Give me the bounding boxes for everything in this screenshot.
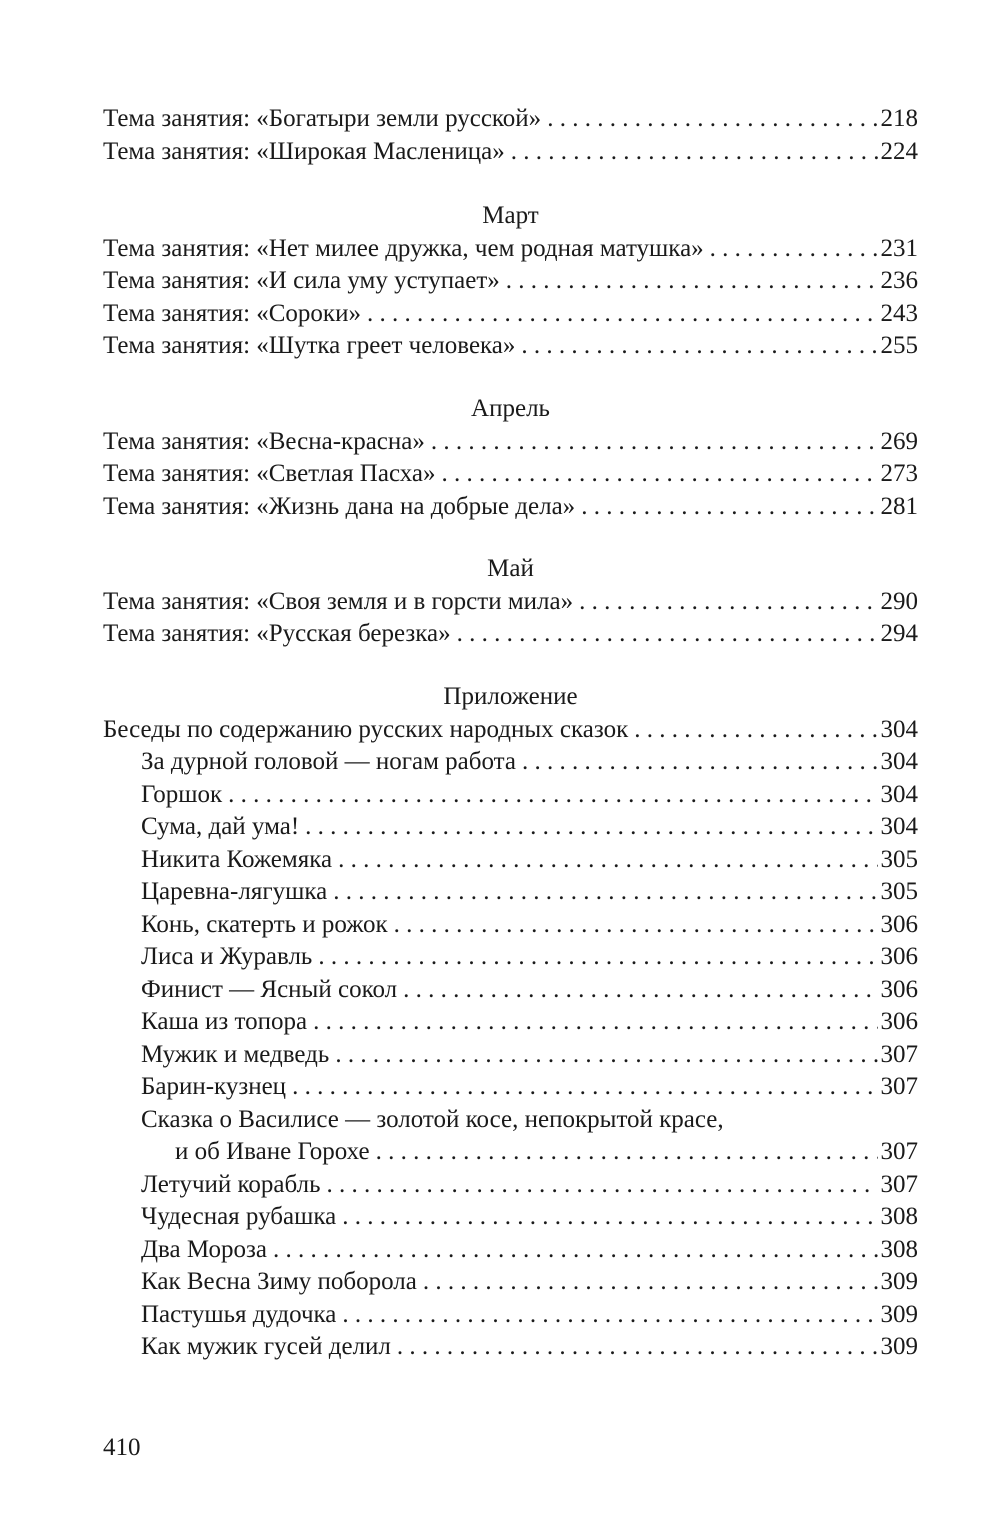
entry-page: 243 <box>880 299 918 327</box>
toc-subentry <box>103 1039 918 1072</box>
entry-page: 306 <box>880 975 918 1003</box>
entry-page: 305 <box>880 845 918 873</box>
dot-leader <box>397 1331 878 1364</box>
dot-leader <box>338 844 877 877</box>
toc-subentry <box>103 811 918 844</box>
entry-title: Мужик и медведь <box>141 1040 330 1068</box>
toc-entry <box>103 491 918 524</box>
toc-subentry-line2 <box>103 1136 918 1169</box>
entry-title: Тема занятия: «Богатыри земли русской» <box>103 105 542 132</box>
toc-entry-main <box>103 714 918 747</box>
toc-subentry <box>103 1331 918 1364</box>
entry-title: Как мужик гусей делил <box>141 1333 391 1360</box>
dot-leader <box>273 1234 878 1267</box>
dot-leader <box>547 103 877 136</box>
toc-entry <box>103 298 918 331</box>
entry-title: Беседы по содержанию русских народных сказок <box>103 715 629 743</box>
entry-title: Тема занятия: «Шутка греет человека» <box>103 332 516 359</box>
dot-leader <box>333 876 877 909</box>
dot-leader <box>394 909 878 942</box>
section-heading: Апрель <box>471 395 550 422</box>
entry-title: Каша из топора <box>141 1008 308 1035</box>
entry-page: 307 <box>880 1138 918 1165</box>
toc-section-april <box>103 393 918 523</box>
entry-page: 307 <box>880 1073 918 1100</box>
entry-page: 255 <box>880 332 918 359</box>
entry-page: 273 <box>880 460 918 487</box>
entry-page: 308 <box>880 1235 918 1263</box>
dot-leader <box>403 974 877 1007</box>
dot-leader <box>506 265 878 298</box>
dot-leader <box>367 298 878 331</box>
entry-title: Тема занятия: «Весна-красна» <box>103 427 425 455</box>
entry-page: 309 <box>880 1333 918 1360</box>
toc-subentry-line1 <box>103 1104 918 1137</box>
entry-page: 281 <box>880 492 918 520</box>
entry-page: 304 <box>880 813 918 840</box>
entry-title: Лиса и Журавль <box>141 943 313 970</box>
toc-entry <box>103 330 918 363</box>
entry-title: Тема занятия: «Сороки» <box>103 299 361 327</box>
entry-page: 307 <box>880 1170 918 1198</box>
dot-leader <box>442 458 878 491</box>
toc-subentry <box>103 1266 918 1299</box>
entry-title: Никита Кожемяка <box>141 845 333 873</box>
toc-subentry <box>103 779 918 812</box>
entry-title: Пастушья дудочка <box>141 1300 337 1328</box>
toc-subentry <box>103 909 918 942</box>
entry-title: Сказка о Василисе — золотой косе, непокрытой красе, <box>141 1105 724 1133</box>
toc-subentry <box>103 1169 918 1202</box>
entry-title: Финист — Ясный сокол <box>141 975 398 1003</box>
entry-title: Барин-кузнец <box>141 1073 287 1100</box>
dot-leader <box>521 330 877 363</box>
entry-title: Тема занятия: «Светлая Пасха» <box>103 460 436 487</box>
entry-title: Конь, скатерть и рожок <box>141 910 388 938</box>
dot-leader <box>634 714 877 747</box>
toc-entry <box>103 458 918 491</box>
dot-leader <box>228 779 877 812</box>
toc-entry <box>103 233 918 266</box>
toc-subentry <box>103 1299 918 1332</box>
dot-leader <box>431 426 878 459</box>
toc-entry <box>103 426 918 459</box>
entry-page: 294 <box>880 620 918 647</box>
entry-title: Тема занятия: «И сила уму уступает» <box>103 267 500 294</box>
toc-entry <box>103 618 918 651</box>
toc-section-continued <box>103 103 918 168</box>
toc-section-may <box>103 553 918 651</box>
toc-section-appendix <box>103 681 918 1364</box>
entry-title: Горшок <box>141 780 223 808</box>
entry-page: 218 <box>880 105 918 132</box>
toc-subentry <box>103 1006 918 1039</box>
entry-title: Царевна-лягушка <box>141 878 328 905</box>
toc-subentry <box>103 844 918 877</box>
entry-title: Сума, дай ума! <box>141 813 300 840</box>
dot-leader <box>522 746 878 779</box>
dot-leader <box>305 811 877 844</box>
entry-page: 290 <box>880 587 918 615</box>
toc-entry <box>103 136 918 169</box>
entry-title-continued: и об Иване Горохе <box>175 1138 370 1165</box>
entry-page: 236 <box>880 267 918 294</box>
entry-page: 308 <box>880 1203 918 1230</box>
entry-title: Тема занятия: «Своя земля и в горсти мила» <box>103 587 574 615</box>
toc-subentry <box>103 1071 918 1104</box>
toc-subentry <box>103 1234 918 1267</box>
toc-subentry <box>103 974 918 1007</box>
entry-page: 307 <box>880 1040 918 1068</box>
dot-leader <box>342 1201 877 1234</box>
entry-page: 305 <box>880 878 918 905</box>
entry-title: Два Мороза <box>141 1235 267 1263</box>
toc-entry <box>103 103 918 136</box>
toc-subentry <box>103 1201 918 1234</box>
section-heading: Приложение <box>443 683 578 710</box>
entry-title: Тема занятия: «Широкая Масленица» <box>103 137 505 165</box>
dot-leader <box>457 618 878 651</box>
dot-leader <box>710 233 878 266</box>
dot-leader <box>342 1299 877 1332</box>
dot-leader <box>581 491 877 524</box>
entry-page: 304 <box>880 780 918 808</box>
toc-subentry <box>103 746 918 779</box>
page-number: 410 <box>103 1434 141 1461</box>
dot-leader <box>327 1169 878 1202</box>
entry-page: 304 <box>880 748 918 775</box>
entry-page: 306 <box>880 1008 918 1035</box>
dot-leader <box>313 1006 877 1039</box>
entry-title: Тема занятия: «Русская березка» <box>103 620 451 647</box>
entry-page: 309 <box>880 1300 918 1328</box>
entry-page: 306 <box>880 943 918 970</box>
toc-entry <box>103 265 918 298</box>
toc-subentry <box>103 941 918 974</box>
section-heading: Май <box>487 555 534 582</box>
entry-page: 269 <box>880 427 918 455</box>
entry-page: 306 <box>880 910 918 938</box>
entry-title: Тема занятия: «Нет милее дружка, чем родная матушка» <box>103 234 704 262</box>
entry-title: Летучий корабль <box>141 1170 321 1198</box>
dot-leader <box>423 1266 878 1299</box>
entry-title: Тема занятия: «Жизнь дана на добрые дела» <box>103 492 576 520</box>
dot-leader <box>335 1039 877 1072</box>
dot-leader <box>292 1071 877 1104</box>
dot-leader <box>511 136 878 169</box>
toc-subentry <box>103 876 918 909</box>
toc-entry <box>103 586 918 619</box>
entry-page: 224 <box>880 137 918 165</box>
entry-title: Чудесная рубашка <box>141 1203 337 1230</box>
toc-section-march <box>103 200 918 363</box>
dot-leader <box>376 1136 878 1169</box>
toc-page <box>103 0 918 1528</box>
dot-leader <box>318 941 877 974</box>
entry-page: 304 <box>880 715 918 743</box>
section-heading: Март <box>482 202 539 229</box>
dot-leader <box>579 586 877 619</box>
entry-title: За дурной головой — ногам работа <box>141 748 516 775</box>
entry-title: Как Весна Зиму поборола <box>141 1268 417 1295</box>
entry-page: 231 <box>880 234 918 262</box>
entry-page: 309 <box>880 1268 918 1295</box>
